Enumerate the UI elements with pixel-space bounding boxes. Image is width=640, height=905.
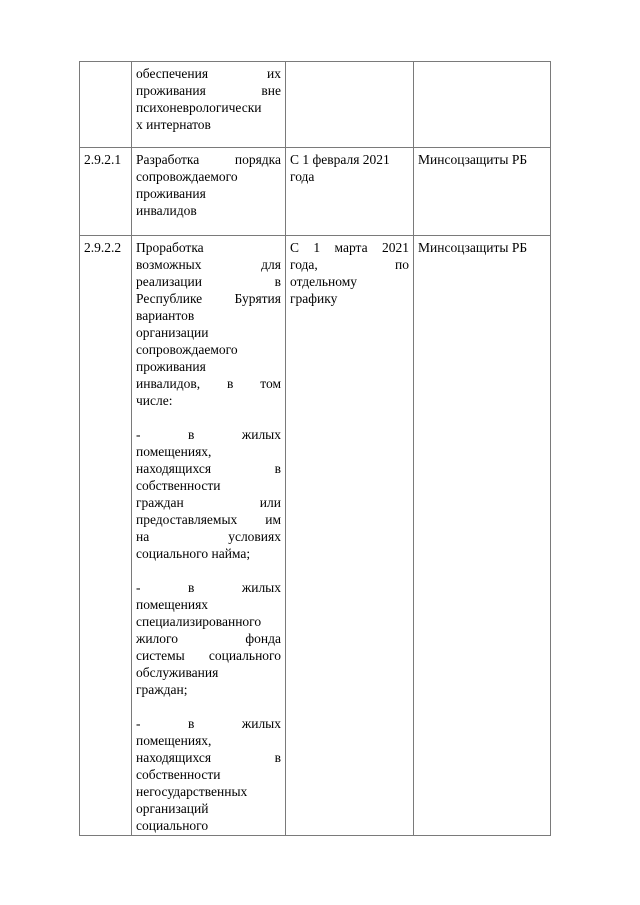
deadline-cell xyxy=(286,236,414,836)
description-line: числе: xyxy=(136,393,173,408)
description-line: Республике Бурятия xyxy=(136,291,281,306)
description-line: психоневрологически xyxy=(136,100,262,115)
description-line: х интернатов xyxy=(136,117,211,132)
table-row xyxy=(80,148,551,236)
deadline-line: года xyxy=(290,169,315,184)
description-line: собственности xyxy=(136,478,221,493)
description-line: обеспечения их xyxy=(136,66,281,81)
description-cell xyxy=(132,148,286,236)
description-line: - в жилых xyxy=(136,716,281,731)
description-line: Разработка порядка xyxy=(136,152,281,167)
deadline-cell xyxy=(286,62,414,148)
description-line: обслуживания xyxy=(136,665,219,680)
item-number-cell: 2.9.2.1 xyxy=(80,148,132,236)
description-line: граждан или xyxy=(136,495,281,510)
responsible-cell: Минсоцзащиты РБ xyxy=(414,236,551,836)
deadline-line: отдельному xyxy=(290,274,358,289)
item-number-cell: 2.9.2.2 xyxy=(80,236,132,836)
description-line: проживания вне xyxy=(136,83,281,98)
item-number-cell xyxy=(80,62,132,148)
description-line: социального xyxy=(136,818,209,833)
description-line xyxy=(136,698,281,715)
description-cell xyxy=(132,62,286,148)
description-line: проживания xyxy=(136,359,206,374)
plan-table xyxy=(79,61,551,836)
description-line: специализированного xyxy=(136,614,262,629)
description-line: помещениях, xyxy=(136,444,212,459)
deadline-line: графику xyxy=(290,291,338,306)
description-line: социального найма; xyxy=(136,546,251,561)
description-line: инвалидов xyxy=(136,203,197,218)
responsible-cell: Минсоцзащиты РБ xyxy=(414,148,551,236)
table-row xyxy=(80,236,551,836)
description-cell xyxy=(132,236,286,836)
description-line: проживания xyxy=(136,186,206,201)
description-line: - в жилых xyxy=(136,427,281,442)
description-line: Проработка xyxy=(136,240,204,255)
description-line: организации xyxy=(136,325,209,340)
description-line: возможных для xyxy=(136,257,281,272)
description-line: предоставляемых им xyxy=(136,512,281,527)
description-line: вариантов xyxy=(136,308,195,323)
description-line: граждан; xyxy=(136,682,188,697)
table-row xyxy=(80,62,551,148)
description-line: помещениях xyxy=(136,597,209,612)
description-line: собственности xyxy=(136,767,221,782)
description-line: сопровождаемого xyxy=(136,169,238,184)
description-line: помещениях, xyxy=(136,733,212,748)
description-line: жилого фонда xyxy=(136,631,281,646)
description-line: реализации в xyxy=(136,274,281,289)
responsible-cell xyxy=(414,62,551,148)
description-line: - в жилых xyxy=(136,580,281,595)
description-line: негосударственных xyxy=(136,784,248,799)
deadline-line: С 1 марта 2021 xyxy=(290,240,409,255)
deadline-line: года, по xyxy=(290,257,409,272)
description-line: организаций xyxy=(136,801,209,816)
description-line: находящихся в xyxy=(136,750,281,765)
deadline-cell xyxy=(286,148,414,236)
plan-table-body xyxy=(80,62,551,836)
description-line: инвалидов, в том xyxy=(136,376,281,391)
deadline-line: С 1 февраля 2021 xyxy=(290,152,390,167)
description-line: на условиях xyxy=(136,529,281,544)
description-line: сопровождаемого xyxy=(136,342,238,357)
description-line xyxy=(136,562,281,579)
description-line: находящихся в xyxy=(136,461,281,476)
description-line xyxy=(136,409,281,426)
description-line: системы социального xyxy=(136,648,281,663)
